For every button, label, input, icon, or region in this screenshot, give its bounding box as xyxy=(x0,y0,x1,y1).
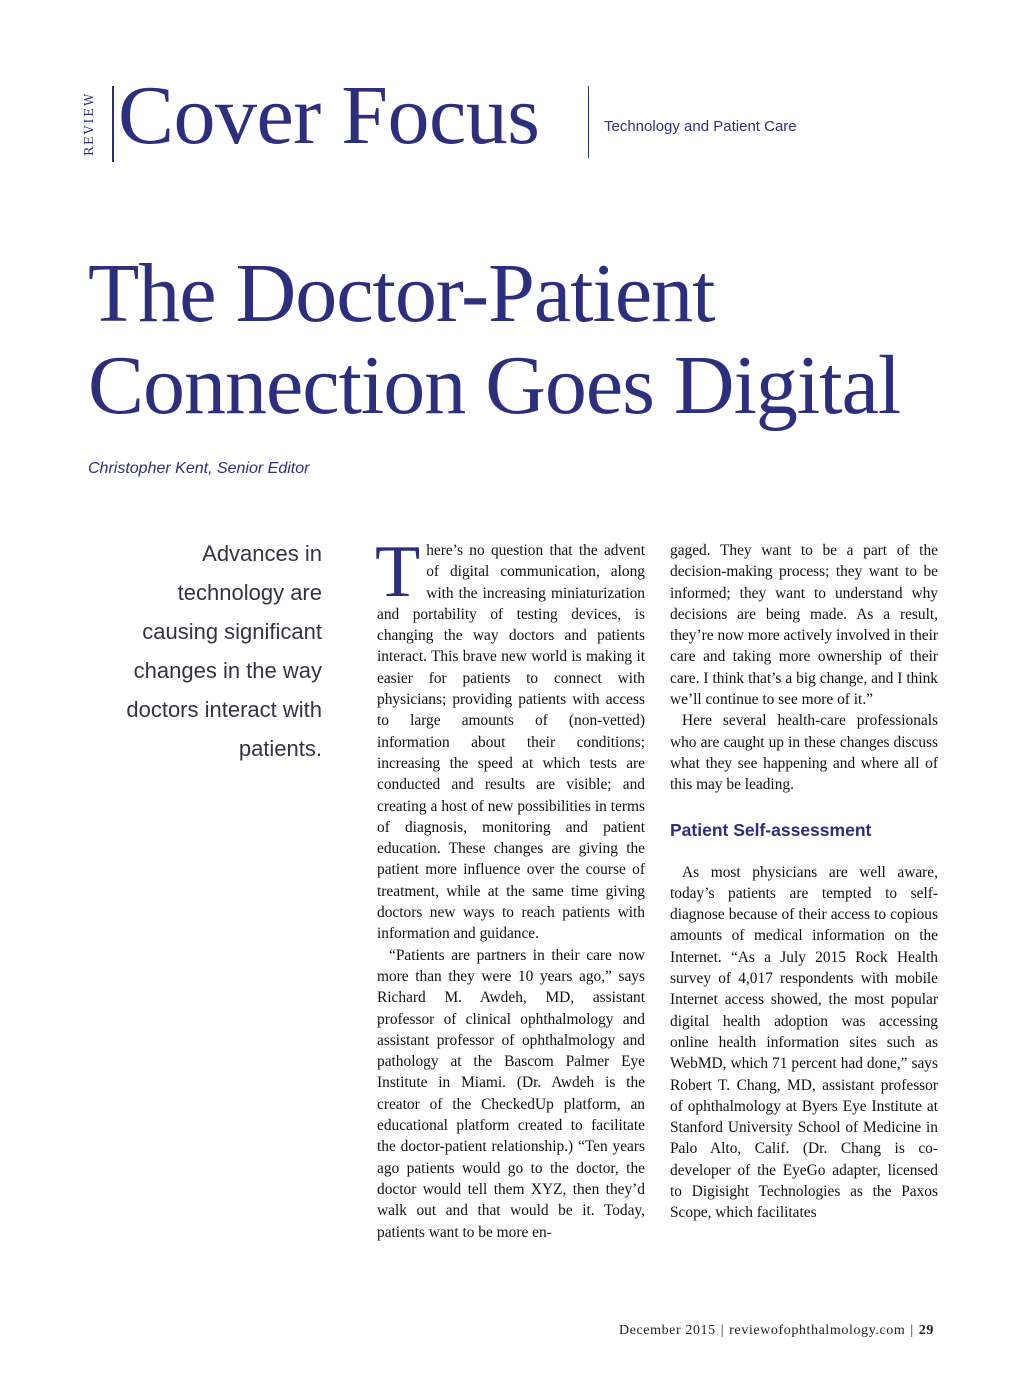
drop-cap: T xyxy=(375,531,421,613)
footer-separator: | xyxy=(720,1323,725,1338)
body-paragraph: gaged. They want to be a part of the decision-making process; they want to be informed; they want to understand why decisions are being made. As a result, they’re now more actively involved in their care and taking more ownership of their care. I think that’s a big change, and I think we’ll continue to see more of it.” xyxy=(670,542,938,709)
footer-website: reviewofophthalmology.com xyxy=(729,1323,906,1338)
body-column-1 xyxy=(375,531,645,1243)
review-tag: REVIEW xyxy=(82,91,96,157)
footer-separator: | xyxy=(910,1323,914,1338)
header-divider-left xyxy=(112,86,114,162)
headline-line-2: Connection Goes Digital xyxy=(88,339,901,432)
section-subtitle: Technology and Patient Care xyxy=(604,118,797,135)
body-paragraph: Here several health-care professionals who are caught up in these changes discuss what they see happening and where all of this may be leading. xyxy=(670,712,938,794)
paragraph-text: here’s no question that the advent of digital communication, along with the increasing miniaturization and portability of testing devices, is changing the way doctors and patients interact. This brave new world is making it easier for patients to connect with physicians; providing patients with access to large amounts of (non-vetted) information about their conditions; increasing the speed at which tests are conducted and results are visible; and creating a host of new possibilities in terms of diagnosis, monitoring and patient education. These changes are giving the patient more influence over the course of treatment, while at the same time giving doctors new ways to reach patients with information and guidance. xyxy=(377,542,645,943)
byline: Christopher Kent, Senior Editor xyxy=(88,460,310,477)
page-number: 29 xyxy=(918,1323,934,1338)
footer-date: December 2015 xyxy=(618,1323,716,1338)
body-paragraph xyxy=(375,531,645,945)
body-column-2 xyxy=(670,540,938,1224)
article-headline xyxy=(88,248,988,432)
header-divider-right xyxy=(588,86,589,158)
section-subhead: Patient Self-assessment xyxy=(670,819,872,840)
section-title: Cover Focus xyxy=(118,69,540,162)
body-paragraph: As most physicians are well aware, today’s patients are tempted to self-diagnose because of their access to copious amounts of medical information on the Internet. “As a July 2015 Rock Health survey of 4,017 respondents with mobile Internet access showed, the most popular digital health adoption was accessing online health information sites such as WebMD, which 71 percent had done,” says Robert T. Chang, MD, assistant professor of ophthalmology at Byers Eye Institute at Stanford University School of Medicine in Palo Alto, Calif. (Dr. Chang is co-developer of the EyeGo adapter, licensed to Digisight Technologies as the Paxos Scope, which facilitates xyxy=(670,863,938,1222)
page-footer xyxy=(594,1323,934,1339)
pull-quote: Advances in technology are causing significant changes in the way doctors interact with patients. xyxy=(126,541,322,761)
headline-line-1: The Doctor-Patient xyxy=(88,247,715,340)
body-paragraph: “Patients are partners in their care now more than they were 10 years ago,” says Richard M. Awdeh, MD, assistant professor of clinical ophthalmology and assistant professor of ophthalmology and pathology at the Bascom Palmer Eye Institute in Miami. (Dr. Awdeh is the creator of the CheckedUp platform, an educational platform created to facilitate the doctor-patient relationship.) “Ten years ago patients would go to the doctor, the doctor would tell them XYZ, then they’d walk out and that would be it. Today, patients want to be more en- xyxy=(377,946,645,1241)
